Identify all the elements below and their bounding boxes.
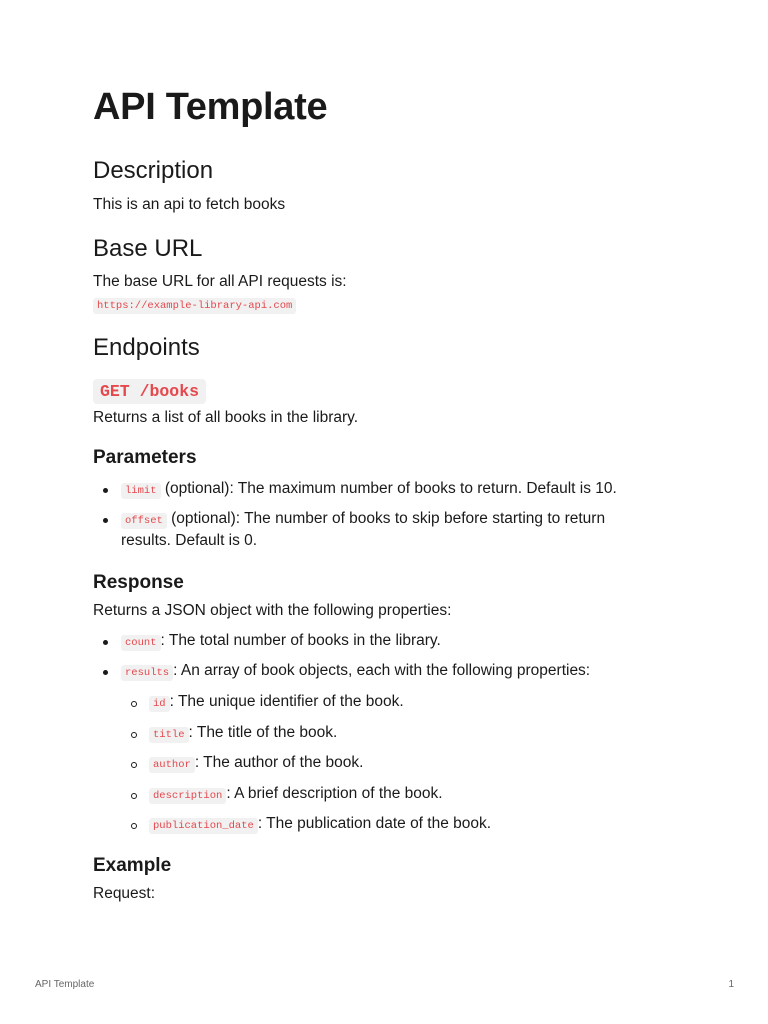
property-code: author	[149, 757, 195, 773]
sub-list-item-title	[149, 722, 337, 746]
list-item-count	[121, 630, 441, 654]
param-code: limit	[121, 483, 161, 499]
sub-list-item-publication-date	[149, 813, 491, 837]
example-heading: Example	[93, 855, 172, 876]
base-url-heading: Base URL	[93, 235, 203, 262]
response-intro: Returns a JSON object with the following properties:	[93, 602, 452, 619]
property-code: description	[149, 788, 226, 804]
footer-title: API Template	[35, 979, 95, 990]
bullet-icon	[103, 640, 108, 645]
list-item-results	[121, 660, 590, 684]
base-url-text: The base URL for all API requests is:	[93, 273, 347, 290]
page-number: 1	[728, 979, 734, 990]
bullet-icon	[103, 518, 108, 523]
sub-list-item-author	[149, 752, 363, 776]
param-text: (optional): The maximum number of books to return. Default is 10.	[164, 480, 617, 497]
bullet-icon	[103, 670, 108, 675]
property-text: : The title of the book.	[188, 724, 338, 741]
circle-bullet-icon	[131, 823, 137, 829]
description-heading: Description	[93, 157, 214, 184]
property-text: : An array of book objects, each with the following properties:	[173, 662, 591, 679]
sub-list-item-description	[149, 783, 443, 807]
endpoint-code: GET /books	[93, 379, 206, 404]
property-text: : A brief description of the book.	[226, 785, 443, 802]
param-code: offset	[121, 513, 167, 529]
property-code: id	[149, 696, 170, 712]
request-label: Request:	[93, 885, 156, 902]
response-heading: Response	[93, 572, 184, 593]
circle-bullet-icon	[131, 793, 137, 799]
property-text: : The unique identifier of the book.	[169, 693, 404, 710]
list-item-limit	[121, 478, 617, 502]
param-text: (optional): The number of books to skip before starting to return	[171, 510, 606, 527]
endpoints-heading: Endpoints	[93, 334, 200, 361]
property-text: : The author of the book.	[194, 754, 364, 771]
sub-list-item-id	[149, 691, 404, 715]
property-code: title	[149, 727, 189, 743]
parameters-heading: Parameters	[93, 447, 197, 468]
endpoint-summary: Returns a list of all books in the library.	[93, 409, 359, 426]
page-title: API Template	[93, 86, 328, 128]
property-code: publication_date	[149, 818, 258, 834]
description-text: This is an api to fetch books	[93, 196, 286, 213]
list-item-offset-continued: results. Default is 0.	[121, 532, 258, 549]
bullet-icon	[103, 488, 108, 493]
list-item-offset	[121, 508, 605, 532]
base-url-code: https://example-library-api.com	[93, 298, 296, 314]
circle-bullet-icon	[131, 762, 137, 768]
property-text: : The total number of books in the library.	[160, 632, 441, 649]
property-code: results	[121, 665, 173, 681]
circle-bullet-icon	[131, 732, 137, 738]
property-text: : The publication date of the book.	[257, 815, 492, 832]
circle-bullet-icon	[131, 701, 137, 707]
property-code: count	[121, 635, 161, 651]
